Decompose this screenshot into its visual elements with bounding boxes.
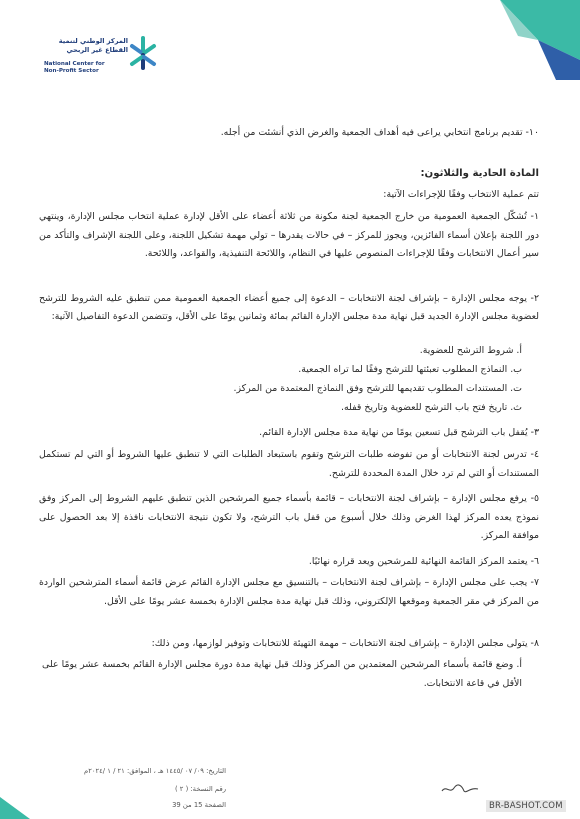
footer-version: رقم النسخة: ( ٢ )	[174, 785, 226, 793]
footer-date: التاريخ: ٠٩/ ٠٧ /١٤٤٥ هـ ، الموافق: ٢١ / ١ /٢٠٢٤م	[83, 767, 226, 775]
footer-page-number: الصفحة 15 من 39	[172, 801, 226, 809]
watermark: BR-BASHOT.COM	[486, 800, 566, 812]
procedure-item-2: ٢- يوجه مجلس الإدارة – بإشراف لجنة الانتخابات – الدعوة إلى جميع أعضاء الجمعية العمومية ممن تنطبق عليه الشروط للترشح لعضوية مجلس الإدارة الجديد قبل نهاية مدة مجلس الإدارة القائم بمائة وثمانين يومًا على الأقل، وتتضمن الدعوة التفاصيل الآتية:	[39, 293, 539, 322]
procedure-item-2c: ت. المستندات المطلوب تقديمها للترشح وفق النماذج المعتمدة من المركز.	[233, 383, 522, 394]
procedure-item-8: ٨- يتولى مجلس الإدارة – بإشراف لجنة الانتخابات – مهمة التهيئة للانتخابات وتوفير لوازمها، ومن ذلك:	[151, 638, 539, 649]
procedure-item-2a: أ. شروط الترشح للعضوية.	[419, 345, 522, 356]
procedure-item-6: ٦- يعتمد المركز القائمة النهائية للمرشحين ويعد قراره نهائيًا.	[308, 556, 539, 567]
procedure-item-3: ٣- يُقفل باب الترشح قبل تسعين يومًا من نهاية مدة مجلس الإدارة القائم.	[259, 427, 539, 438]
procedure-item-2b: ب. النماذج المطلوب تعبئتها للترشح وفقًا لما تراه الجمعية.	[298, 364, 522, 375]
procedure-item-7: ٧- يجب على مجلس الإدارة – بإشراف لجنة الانتخابات – بالتنسيق مع مجلس الإدارة القائم عرض قائمة أسماء المترشحين الواردة من المركز في مقر الجمعية وموقعها الإلكتروني، وذلك قبل نهاية مدة مجلس الإدارة بخمسة عشر يومًا على الأقل.	[39, 577, 539, 607]
item-10: ١٠- تقديم برنامج انتخابي يراعى فيه أهداف الجمعية والغرض الذي أنشئت من أجله.	[220, 127, 539, 138]
corner-decoration-bottom	[0, 797, 30, 819]
article-31-title: المادة الحادية والثلاثون:	[420, 168, 539, 179]
procedure-item-5: ٥- يرفع مجلس الإدارة – بإشراف لجنة الانتخابات – قائمة بأسماء جميع المرشحين الذين تنطبق عليهم الشروط إلى المركز وفق نموذج يعده المركز لهذا الغرض وذلك خلال أسبوع من قفل باب الترشح، ولا تكون نتيجة الانتخابات نافذة إلا بعد الحصول على موافقة المركز.	[39, 493, 539, 541]
procedure-item-1: ١- تُشكّل الجمعية العمومية من خارج الجمعية لجنة مكونة من ثلاثة أعضاء على الأقل لإدارة عملية انتخاب مجلس الإدارة، وينتهي دور اللجنة بإعلان أسماء الفائزين، ويجوز للمركز – في حالات يقدرها – تولي مهمة تشكيل اللجنة، وعلى اللجنة الإشراف والتأكد من سير أعمال الانتخابات وفقًا للإجراءات المنصوص عليها في النظام، واللائحة التنفيذية، والقواعد، واللائحة.	[39, 211, 539, 259]
org-logo	[38, 36, 168, 88]
procedure-item-2d: ث. تاريخ فتح باب الترشح للعضوية وتاريخ قفله.	[341, 402, 522, 413]
procedure-intro: تتم عملية الانتخاب وفقًا للإجراءات الآتية:	[383, 189, 539, 200]
logo-text-en: National Center for Non-Profit Sector	[44, 61, 105, 75]
signature-mark	[440, 782, 480, 796]
ncnp-logo-mark-icon	[128, 36, 158, 70]
procedure-item-8a: أ. وضع قائمة بأسماء المرشحين المعتمدين من المركز وذلك قبل نهاية مدة دورة مجلس الإدارة القائم بخمسة عشر يومًا على الأقل في قاعة الانتخابات.	[42, 659, 522, 689]
corner-decoration	[460, 0, 580, 80]
logo-text-ar: المركز الوطني لتنمية القطاع غير الربحي	[58, 37, 128, 54]
procedure-item-4: ٤- تدرس لجنة الانتخابات أو من تفوضه طلبات الترشح وتقوم باستبعاد الطلبات التي لا تنطبق عليها الشروط أو التي لم تستكمل المستندات أو التي لم ترد خلال المدة المحددة للترشح.	[39, 449, 539, 479]
